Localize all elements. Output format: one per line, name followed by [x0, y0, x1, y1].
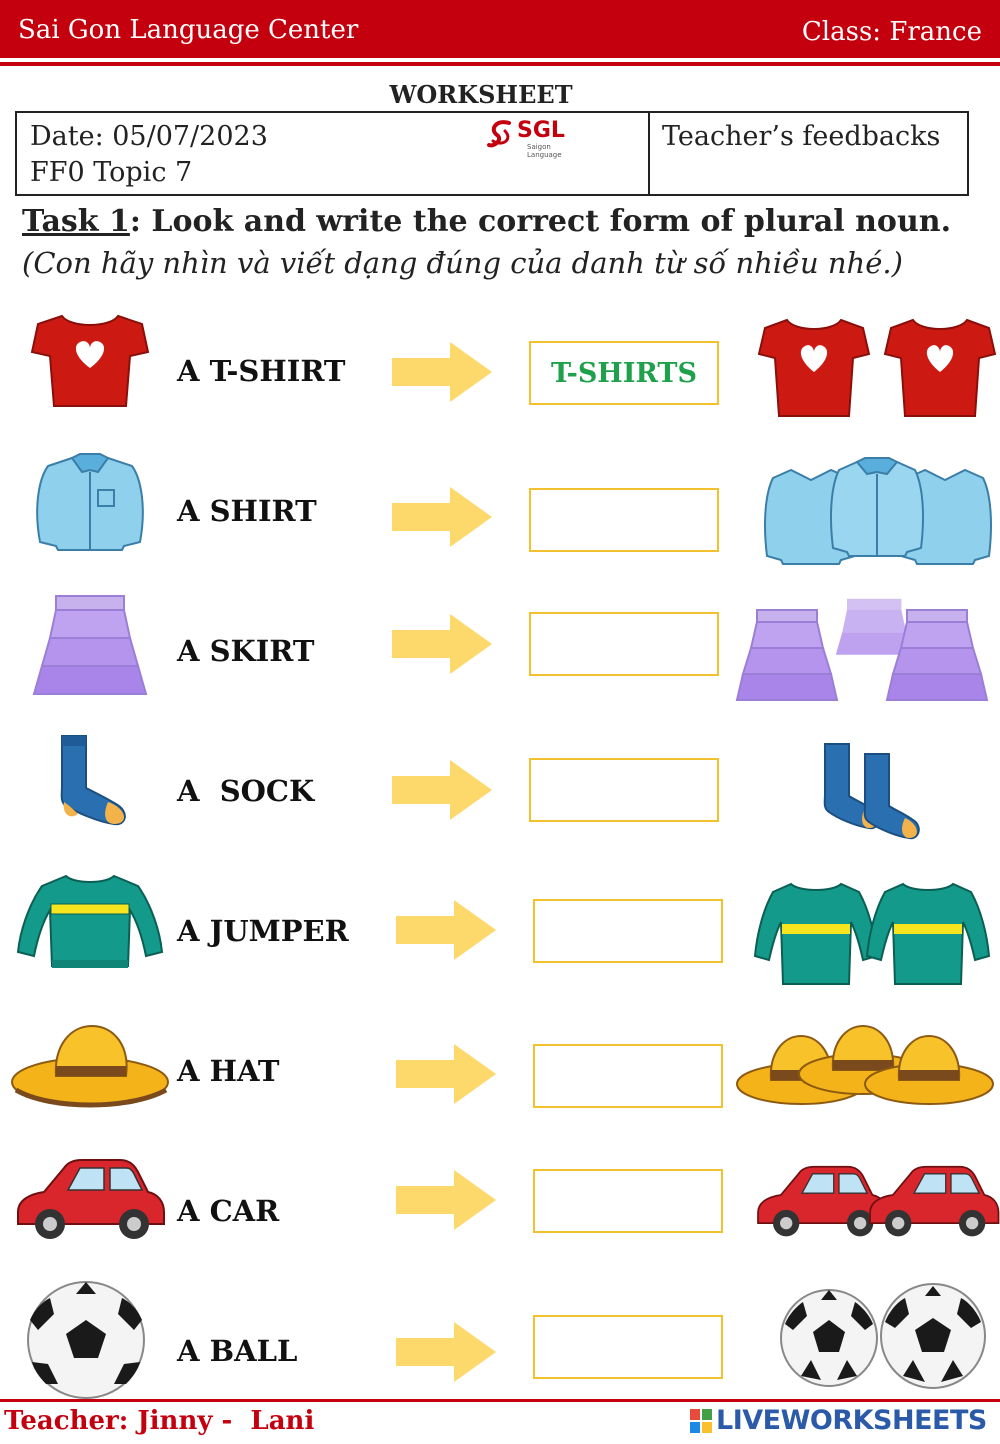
- item-row-ball: [0, 1280, 1000, 1400]
- noun-label: A SHIRT: [177, 494, 317, 528]
- shirt-icon: [10, 450, 170, 570]
- socks-icon: [735, 730, 1000, 860]
- answer-input[interactable]: [529, 612, 719, 676]
- arrow-right-icon: [396, 1170, 496, 1230]
- header-divider: [0, 62, 1000, 66]
- logo-subtext: Saigon Language: [527, 143, 562, 159]
- noun-label: A HAT: [177, 1054, 280, 1088]
- item-row-car: [0, 1150, 1000, 1270]
- shirts-icon: [735, 450, 1000, 580]
- noun-label: A JUMPER: [177, 914, 349, 948]
- skirts-icon: [735, 590, 1000, 720]
- noun-label: A SKIRT: [177, 634, 315, 668]
- date-text: Date: 05/07/2023: [30, 121, 268, 152]
- task-instruction: : Look and write the correct form of plural noun.: [129, 204, 952, 239]
- balls-icon: [735, 1280, 1000, 1395]
- info-box: [15, 111, 969, 196]
- hat-icon: [10, 1010, 170, 1130]
- task-heading: [22, 204, 951, 239]
- task-translation: (Con hãy nhìn và viết dạng đúng của danh từ số nhiều nhé.): [22, 246, 903, 280]
- answer-input[interactable]: [533, 1044, 723, 1108]
- arrow-right-icon: [396, 1322, 496, 1382]
- tshirt-icon: [10, 310, 170, 430]
- noun-label: A CAR: [177, 1194, 280, 1228]
- answer-input[interactable]: [529, 488, 719, 552]
- center-name: Sai Gon Language Center: [18, 15, 359, 45]
- arrow-right-icon: [392, 614, 492, 674]
- ball-icon: [10, 1280, 170, 1400]
- noun-label: A BALL: [177, 1334, 298, 1368]
- footer-divider: [0, 1399, 1000, 1402]
- sgl-swirl-icon: [487, 117, 517, 151]
- tshirts-icon: [735, 310, 1000, 440]
- answer-input[interactable]: [533, 1169, 723, 1233]
- sgl-logo: [487, 117, 587, 157]
- item-row-jumper: [0, 870, 1000, 990]
- liveworksheets-text: LIVEWORKSHEETS: [716, 1405, 987, 1436]
- answer-input[interactable]: [533, 1315, 723, 1379]
- item-row-sock: [0, 730, 1000, 850]
- class-label: Class: France: [801, 17, 982, 47]
- item-row-hat: [0, 1010, 1000, 1130]
- item-row-shirt: [0, 450, 1000, 570]
- sock-icon: [10, 730, 170, 850]
- worksheet-title: WORKSHEET: [389, 80, 573, 109]
- answer-input[interactable]: T-SHIRTS: [529, 341, 719, 405]
- info-divider: [648, 113, 650, 194]
- skirt-icon: [10, 590, 170, 710]
- jumpers-icon: [735, 870, 1000, 1000]
- logo-text: SGL: [517, 118, 565, 143]
- task-label: Task 1: [22, 204, 130, 239]
- arrow-right-icon: [396, 1044, 496, 1104]
- teacher-feedback-label: Teacher’s feedbacks: [662, 121, 941, 152]
- cars-icon: [735, 1150, 1000, 1280]
- topic-text: FF0 Topic 7: [30, 157, 193, 188]
- jumper-icon: [10, 870, 170, 990]
- item-row-tshirt: [0, 310, 1000, 430]
- liveworksheets-icon: [690, 1409, 712, 1433]
- arrow-right-icon: [392, 487, 492, 547]
- noun-label: A T-SHIRT: [177, 354, 346, 388]
- arrow-right-icon: [392, 342, 492, 402]
- hats-icon: [735, 1010, 1000, 1140]
- arrow-right-icon: [392, 760, 492, 820]
- arrow-right-icon: [396, 900, 496, 960]
- item-row-skirt: [0, 590, 1000, 710]
- car-icon: [10, 1150, 170, 1270]
- answer-input[interactable]: [533, 899, 723, 963]
- answer-input[interactable]: [529, 758, 719, 822]
- teacher-name: Teacher: Jinny - Lani: [4, 1406, 315, 1436]
- header-bar: [0, 0, 1000, 58]
- noun-label: A SOCK: [177, 774, 315, 808]
